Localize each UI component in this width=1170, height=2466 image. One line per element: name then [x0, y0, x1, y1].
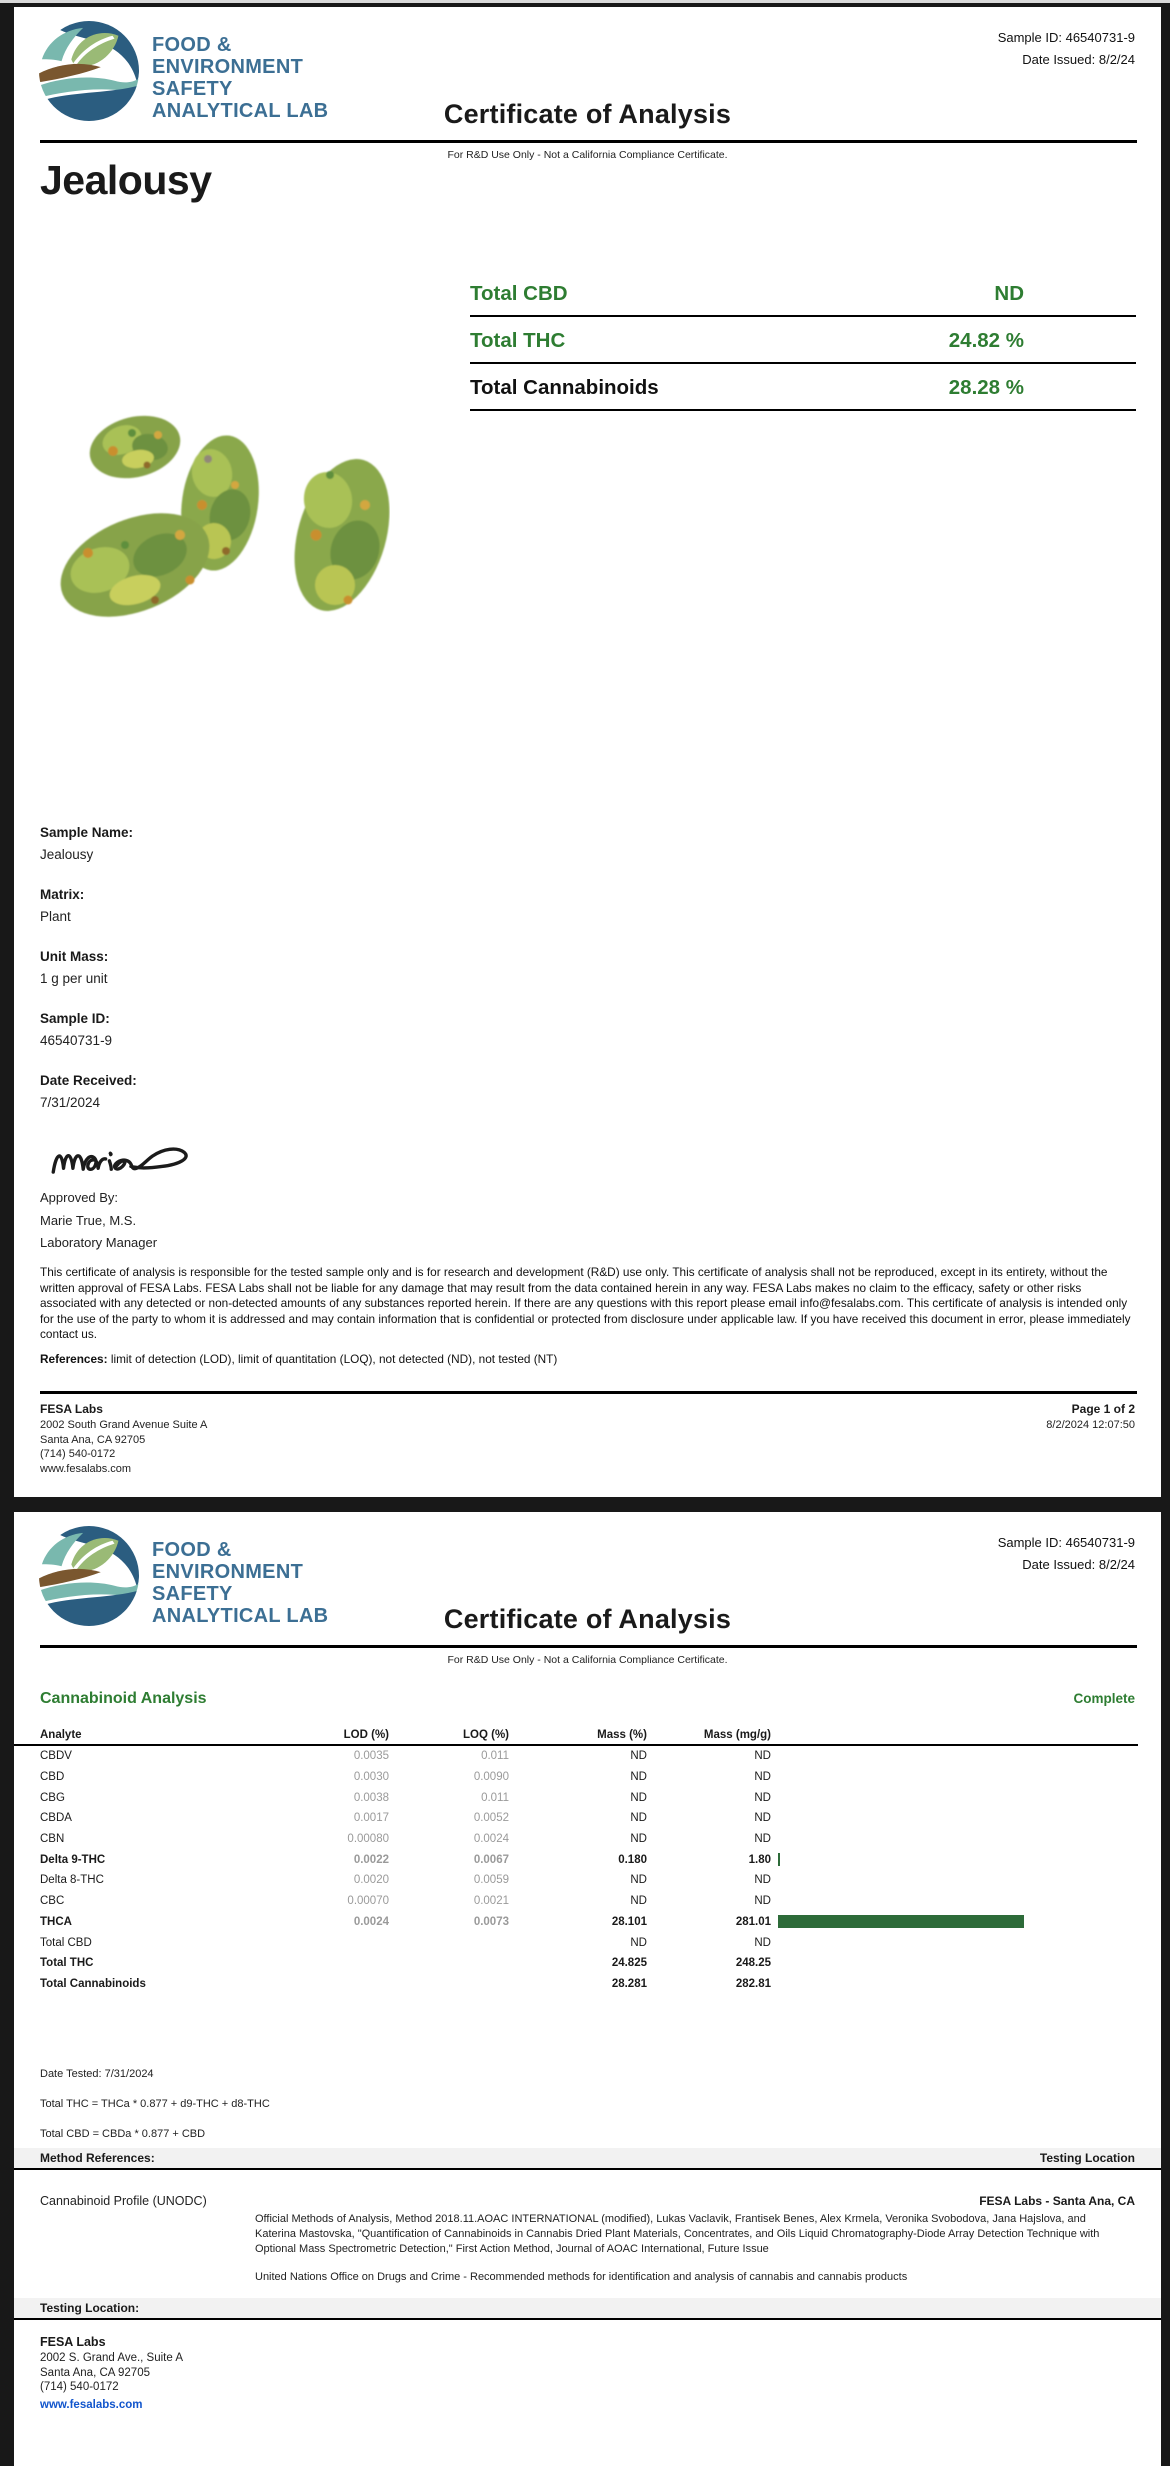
- testing-lab-name: FESA Labs: [40, 2335, 106, 2349]
- total-cannabinoids-row: [470, 364, 1136, 411]
- page1-header: [14, 7, 1161, 167]
- references-label: References:: [40, 1351, 108, 1366]
- sample-meta: [998, 27, 1135, 71]
- mass-mgg-value: ND: [754, 1791, 771, 1804]
- disclaimer-block: [40, 1265, 1131, 1368]
- table-row: [14, 1891, 1161, 1912]
- loq-value: 0.0067: [473, 1853, 509, 1866]
- method-references-label: Method References:: [40, 2151, 155, 2165]
- analyte-name: CBN: [40, 1833, 65, 1846]
- loq-value: 0.0059: [473, 1874, 509, 1887]
- footer-lab-address: [40, 1400, 207, 1476]
- sample-info-item: [40, 887, 137, 925]
- compliance-tagline: For R&D Use Only - Not a California Compliance Certificate.: [447, 1654, 728, 1666]
- mass-pct-value: 24.825: [611, 1957, 647, 1970]
- testing-location-address: [40, 2334, 183, 2413]
- compliance-tagline: For R&D Use Only - Not a California Compliance Certificate.: [447, 149, 728, 161]
- lab-name-line: ANALYTICAL LAB: [152, 100, 329, 122]
- col-mass-pct: Mass (%): [597, 1729, 647, 1741]
- mass-mgg-value: 282.81: [735, 1977, 771, 1990]
- sample-meta: [998, 1532, 1135, 1576]
- mass-mgg-value: ND: [754, 1812, 771, 1825]
- total-cbd-formula: Total CBD = CBDa * 0.877 + CBD: [40, 2128, 206, 2140]
- lab-name-line: ANALYTICAL LAB: [152, 1605, 329, 1627]
- product-photo-cannabis-buds: [30, 385, 390, 640]
- testing-phone: (714) 540-0172: [40, 2381, 119, 2393]
- footer-page-info: [1046, 1400, 1135, 1476]
- col-lod: LOD (%): [343, 1729, 389, 1741]
- mass-mgg-value: ND: [754, 1750, 771, 1763]
- loq-value: 0.0021: [473, 1895, 509, 1908]
- mass-pct-value: 28.281: [611, 1977, 647, 1990]
- date-issued: Date Issued: 8/2/24: [1022, 1557, 1135, 1572]
- table-row: [14, 1870, 1161, 1891]
- certificate-title: Certificate of Analysis: [443, 99, 732, 129]
- method-references-band: [14, 2148, 1161, 2170]
- mass-pct-value: ND: [630, 1936, 647, 1949]
- mass-mgg-value: 281.01: [735, 1915, 771, 1928]
- approver-title: Laboratory Manager: [40, 1235, 158, 1250]
- lab-name-line: SAFETY: [152, 78, 233, 100]
- total-cbd-value: ND: [994, 282, 1024, 305]
- page-number: Page 1 of 2: [1071, 1402, 1135, 1416]
- footer-divider: [40, 1391, 1137, 1394]
- date-tested-note: Date Tested: 7/31/2024: [40, 2068, 154, 2080]
- footer-timestamp: 8/2/2024 12:07:50: [1046, 1419, 1135, 1431]
- lod-value: 0.0020: [353, 1874, 389, 1887]
- mass-pct-value: ND: [630, 1874, 647, 1887]
- lod-value: 0.0017: [353, 1812, 389, 1825]
- table-row: [14, 1787, 1161, 1808]
- table-row: [14, 1829, 1161, 1850]
- sample-name-label: Sample Name:: [40, 825, 134, 840]
- sample-info-item: [40, 1011, 137, 1049]
- mass-pct-value: 0.180: [618, 1853, 647, 1866]
- method-testing-location: FESA Labs - Santa Ana, CA: [979, 2194, 1135, 2208]
- sample-info-item: [40, 1073, 137, 1111]
- totals-table: [470, 270, 1136, 411]
- analyte-name: CBC: [40, 1895, 65, 1908]
- sample-id: Sample ID: 46540731-9: [997, 30, 1135, 45]
- total-cannabinoids-value: 28.28 %: [948, 376, 1024, 399]
- mass-pct-value: ND: [630, 1771, 647, 1784]
- analyte-name: CBG: [40, 1791, 65, 1804]
- lab-name-line: ENVIRONMENT: [152, 56, 304, 78]
- method-citation-block: [255, 2212, 1127, 2285]
- analyte-name: Total CBD: [40, 1936, 92, 1949]
- col-loq: LOQ (%): [463, 1729, 509, 1741]
- col-mass-mgg: Mass (mg/g): [703, 1729, 771, 1741]
- lab-name-line: SAFETY: [152, 1583, 233, 1605]
- cannabinoid-table: [14, 1727, 1161, 1994]
- total-thc-row: [470, 317, 1136, 364]
- testing-address2: Santa Ana, CA 92705: [40, 2366, 150, 2379]
- method-row: [40, 2194, 1135, 2208]
- mass-mgg-value: ND: [754, 1874, 771, 1887]
- date-received-label: Date Received:: [40, 1073, 137, 1088]
- total-thc-formula: Total THC = THCa * 0.877 + d9-THC + d8-THC: [40, 2098, 270, 2110]
- coa-page-2: [14, 1512, 1161, 2466]
- mass-pct-value: ND: [630, 1791, 647, 1804]
- footer-lab-name: FESA Labs: [40, 1402, 103, 1416]
- table-row: [14, 1746, 1161, 1767]
- references-text: limit of detection (LOD), limit of quantitation (LOQ), not detected (ND), not tested (NT): [107, 1351, 558, 1366]
- table-row-total-thc: [14, 1953, 1161, 1974]
- sample-info-item: [40, 825, 137, 863]
- total-cbd-label: Total CBD: [470, 282, 568, 305]
- date-received-value: 7/31/2024: [40, 1095, 101, 1110]
- mass-pct-value: ND: [630, 1812, 647, 1825]
- table-row-total-cbd: [14, 1932, 1161, 1953]
- lod-value: 0.0035: [353, 1750, 389, 1763]
- signature-handwriting: [44, 1129, 244, 1187]
- mass-mgg-value: ND: [754, 1936, 771, 1949]
- mass-bar: [778, 1915, 1024, 1928]
- mass-pct-value: ND: [630, 1895, 647, 1908]
- footer-address2: Santa Ana, CA 92705: [40, 1433, 146, 1446]
- strain-name-title: Jealousy: [40, 157, 212, 203]
- testing-location-band: [14, 2298, 1161, 2320]
- sample-info-item: [40, 949, 137, 987]
- references-line: [40, 1352, 1131, 1368]
- mass-pct-value: 28.101: [611, 1915, 647, 1928]
- loq-value: 0.0052: [473, 1812, 509, 1825]
- unit-mass-value: 1 g per unit: [40, 971, 108, 986]
- analyte-name: Delta 9-THC: [40, 1853, 106, 1866]
- coa-page-1: [14, 7, 1161, 1497]
- analyte-name: Total THC: [40, 1957, 94, 1970]
- unit-mass-label: Unit Mass:: [40, 949, 109, 964]
- lab-name-line: FOOD &: [152, 34, 232, 56]
- testing-address1: 2002 S. Grand Ave., Suite A: [40, 2352, 183, 2364]
- analyte-name: Total Cannabinoids: [40, 1977, 146, 1990]
- background-top-strip: [0, 0, 1170, 3]
- mass-mgg-value: ND: [754, 1833, 771, 1846]
- analyte-name: CBD: [40, 1771, 65, 1784]
- analyte-name: THCA: [40, 1915, 72, 1928]
- analysis-status-badge: Complete: [1073, 1691, 1135, 1706]
- lod-value: 0.0030: [353, 1771, 389, 1784]
- approver-name: Marie True, M.S.: [40, 1212, 137, 1228]
- sample-id-label: Sample ID:: [40, 1011, 110, 1026]
- lod-value: 0.00080: [347, 1833, 389, 1846]
- total-thc-value: 24.82 %: [948, 329, 1024, 352]
- loq-value: 0.0024: [473, 1833, 509, 1846]
- col-analyte: Analyte: [40, 1729, 82, 1741]
- sample-info-list: [40, 825, 137, 1135]
- footer-website: www.fesalabs.com: [40, 1462, 132, 1475]
- lab-name-line: FOOD &: [152, 1539, 232, 1561]
- matrix-value: Plant: [40, 909, 71, 924]
- lod-value: 0.0024: [353, 1915, 389, 1928]
- footer-phone: (714) 540-0172: [40, 1448, 116, 1460]
- table-header-row: [14, 1727, 1138, 1746]
- table-row-thca: [14, 1912, 1161, 1933]
- total-thc-label: Total THC: [470, 329, 566, 352]
- total-cbd-row: [470, 270, 1136, 317]
- testing-location-label: Testing Location:: [40, 2301, 140, 2315]
- analyte-name: CBDV: [40, 1750, 72, 1763]
- mass-mgg-value: ND: [754, 1771, 771, 1784]
- analysis-notes: [40, 2068, 270, 2158]
- mass-pct-value: ND: [630, 1750, 647, 1763]
- table-row-delta9-thc: [14, 1849, 1161, 1870]
- table-row-total-cannabinoids: [14, 1974, 1161, 1995]
- page1-footer: [40, 1400, 1135, 1476]
- lod-value: 0.00070: [347, 1895, 389, 1908]
- lod-value: 0.0022: [353, 1853, 389, 1866]
- approval-signature-block: [40, 1129, 244, 1255]
- mass-mgg-value: ND: [754, 1895, 771, 1908]
- lab-name-line: ENVIRONMENT: [152, 1561, 304, 1583]
- certificate-title: Certificate of Analysis: [443, 1604, 732, 1634]
- approved-by-label: Approved By:: [40, 1190, 119, 1205]
- mass-mgg-value: 248.25: [735, 1957, 771, 1970]
- header-divider: [40, 1645, 1137, 1648]
- lod-value: 0.0038: [353, 1791, 389, 1804]
- cannabinoid-analysis-header: [40, 1690, 1135, 1708]
- header-divider: [40, 140, 1137, 143]
- testing-website-link[interactable]: www.fesalabs.com: [40, 2398, 143, 2411]
- mass-mgg-value: 1.80: [748, 1853, 771, 1866]
- table-row: [14, 1808, 1161, 1829]
- section-title: Cannabinoid Analysis: [40, 1690, 207, 1707]
- analyte-name: CBDA: [40, 1812, 72, 1825]
- unodc-citation: United Nations Office on Drugs and Crime - Recommended methods for identification and analysis of cannabis and cannabis products: [255, 2271, 908, 2284]
- matrix-label: Matrix:: [40, 887, 85, 902]
- total-cannabinoids-label: Total Cannabinoids: [470, 376, 659, 399]
- loq-value: 0.0090: [473, 1771, 509, 1784]
- table-row: [14, 1767, 1161, 1788]
- mass-pct-value: ND: [630, 1833, 647, 1846]
- sample-name-value: Jealousy: [40, 847, 94, 862]
- date-issued: Date Issued: 8/2/24: [1022, 52, 1135, 67]
- method-name: Cannabinoid Profile (UNODC): [40, 2194, 207, 2208]
- loq-value: 0.0073: [473, 1915, 509, 1928]
- sample-id-value: 46540731-9: [40, 1033, 113, 1048]
- loq-value: 0.011: [481, 1791, 509, 1804]
- loq-value: 0.011: [481, 1750, 509, 1763]
- sample-id: Sample ID: 46540731-9: [997, 1535, 1135, 1550]
- footer-address1: 2002 South Grand Avenue Suite A: [40, 1419, 208, 1431]
- mass-bar: [778, 1853, 780, 1866]
- aoac-citation: Official Methods of Analysis, Method 2018.11.AOAC INTERNATIONAL (modified), Lukas Vaclavik, Frantisek Benes, Alex Krmela, Veronika Svobodova, Jana Hajslova, and Katerina Mastovska, "Quantification of Cannabinoids in Cannabis Dried Plant Materials, Concentrates, and Oils Liquid Chromatography-Diode Array Detection Technique with Optional Mass Spectrometric Detection," First Action Method, Journal of AOAC International, Future Issue: [255, 2213, 1100, 2255]
- page2-header: [14, 1512, 1161, 1672]
- testing-location-column-label: Testing Location: [1039, 2151, 1135, 2165]
- analyte-name: Delta 8-THC: [40, 1874, 104, 1887]
- disclaimer-text: This certificate of analysis is responsible for the tested sample only and is for research and development (R&D) use only. This certificate of analysis shall not be reproduced, except in its entirety, without the written approval of FESA Labs. FESA Labs shall not be liable for any damage that may result from the data contained herein in any way. FESA Labs makes no claim to the efficacy, safety or other risks associated with any detected or non-detected amounts of any substances reported herein. If there are any questions with this report please email info@fesalabs.com. This certificate of analysis is intended only for the use of the party to whom it is addressed and may contain information that is confidential or protected from disclosure under applicable law. If you have received this document in error, please immediately contact us.: [40, 1265, 1131, 1342]
